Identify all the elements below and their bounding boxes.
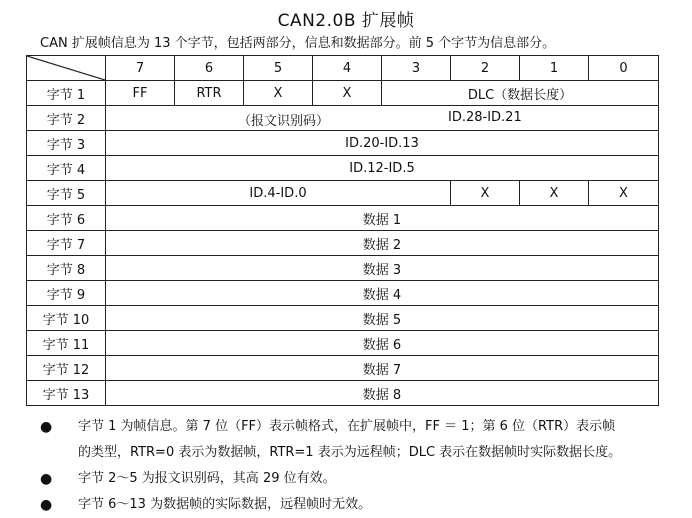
row-label: 字节 2 xyxy=(27,106,106,131)
id-caption: （报文识别码） xyxy=(238,114,330,129)
bit-header-4: 4 xyxy=(313,56,382,81)
reserved-cell: X xyxy=(520,181,589,206)
reserved-cell: X xyxy=(244,81,313,106)
row-label: 字节 6 xyxy=(27,206,106,231)
data-cell: 数据 4 xyxy=(106,281,659,306)
note-text: 字节 2～5 为报文识别码，其高 29 位有效。 xyxy=(78,471,336,486)
bit-header-6: 6 xyxy=(175,56,244,81)
row-label: 字节 10 xyxy=(27,306,106,331)
bit-header-1: 1 xyxy=(520,56,589,81)
table-row xyxy=(27,156,659,181)
note-item xyxy=(40,466,680,492)
note-item xyxy=(40,492,680,518)
reserved-cell: X xyxy=(313,81,382,106)
id-cell xyxy=(106,106,659,131)
header-row xyxy=(27,56,659,81)
table-row xyxy=(27,81,659,106)
intro-text: CAN 扩展帧信息为 13 个字节，包括两部分，信息和数据部分。前 5 个字节为信息部分。 xyxy=(40,36,556,51)
bit-header-3: 3 xyxy=(382,56,451,81)
rtr-cell: RTR xyxy=(175,81,244,106)
table-row xyxy=(27,106,659,131)
bullet-icon: ● xyxy=(40,497,53,513)
id-range: ID.28-ID.21 xyxy=(448,110,522,125)
table-row xyxy=(27,256,659,281)
row-label: 字节 13 xyxy=(27,381,106,406)
data-cell: 数据 8 xyxy=(106,381,659,406)
table-row xyxy=(27,131,659,156)
ff-cell: FF xyxy=(106,81,175,106)
note-text: 的类型，RTR=0 表示为数据帧，RTR=1 表示为远程帧；DLC 表示在数据帧时实际数据长度。 xyxy=(78,445,622,460)
dlc-cell: DLC（数据长度） xyxy=(382,81,659,106)
diagonal-line xyxy=(27,56,105,80)
data-cell: 数据 2 xyxy=(106,231,659,256)
note-text: 字节 1 为帧信息。第 7 位（FF）表示帧格式，在扩展帧中，FF ＝ 1；第 6 位（RTR）表示帧 xyxy=(78,419,616,434)
table-row xyxy=(27,381,659,406)
corner-cell xyxy=(27,56,106,81)
bullet-icon: ● xyxy=(40,419,53,435)
row-label: 字节 5 xyxy=(27,181,106,206)
row-label: 字节 3 xyxy=(27,131,106,156)
table-row xyxy=(27,281,659,306)
bit-header-7: 7 xyxy=(106,56,175,81)
table-row xyxy=(27,181,659,206)
bit-header-5: 5 xyxy=(244,56,313,81)
id-cell: ID.12-ID.5 xyxy=(106,156,659,181)
row-label: 字节 12 xyxy=(27,356,106,381)
data-cell: 数据 6 xyxy=(106,331,659,356)
can-frame-table xyxy=(26,55,659,406)
table-row xyxy=(27,206,659,231)
id-cell: ID.20-ID.13 xyxy=(106,131,659,156)
note-text: 字节 6～13 为数据帧的实际数据，远程帧时无效。 xyxy=(78,497,372,512)
data-cell: 数据 5 xyxy=(106,306,659,331)
data-cell: 数据 1 xyxy=(106,206,659,231)
notes-list xyxy=(40,414,680,518)
table-row xyxy=(27,356,659,381)
bullet-icon: ● xyxy=(40,471,53,487)
table-row xyxy=(27,331,659,356)
reserved-cell: X xyxy=(451,181,520,206)
data-cell: 数据 7 xyxy=(106,356,659,381)
row-label: 字节 11 xyxy=(27,331,106,356)
row-label: 字节 1 xyxy=(27,81,106,106)
bit-header-0: 0 xyxy=(589,56,659,81)
data-cell: 数据 3 xyxy=(106,256,659,281)
table-row xyxy=(27,306,659,331)
row-label: 字节 4 xyxy=(27,156,106,181)
page-title: CAN2.0B 扩展帧 xyxy=(277,11,415,31)
row-label: 字节 8 xyxy=(27,256,106,281)
bit-header-2: 2 xyxy=(451,56,520,81)
row-label: 字节 9 xyxy=(27,281,106,306)
id-cell: ID.4-ID.0 xyxy=(106,181,451,206)
note-item xyxy=(40,414,680,466)
table-row xyxy=(27,231,659,256)
row-label: 字节 7 xyxy=(27,231,106,256)
reserved-cell: X xyxy=(589,181,659,206)
